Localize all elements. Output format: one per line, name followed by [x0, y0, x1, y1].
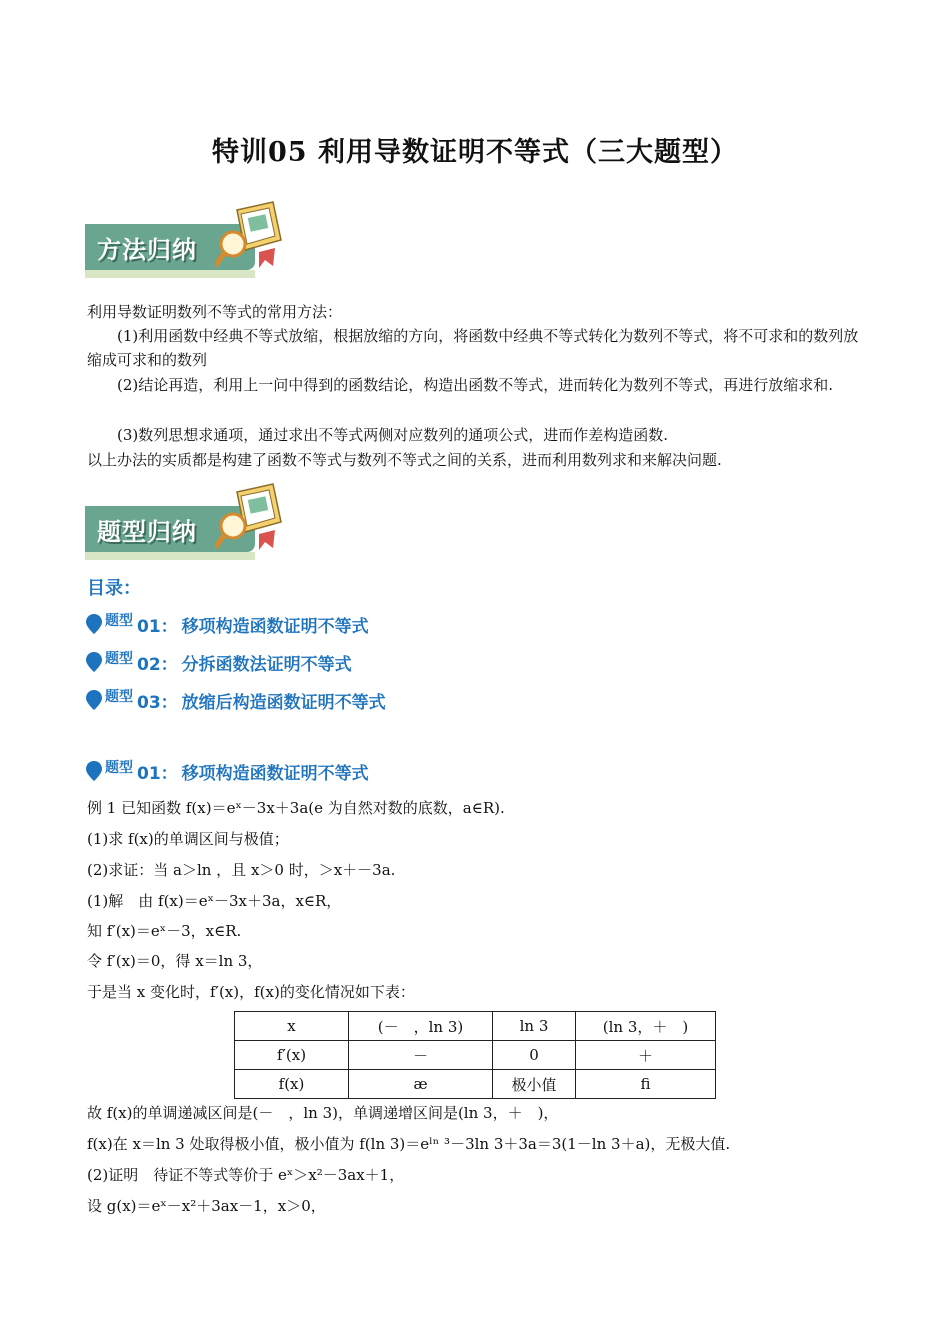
toc-tag: 题型 [105, 651, 133, 667]
table-cell: f(x) [235, 1070, 349, 1099]
table-cell: (－ ，ln 3) [349, 1012, 493, 1041]
table-cell: ＋ [576, 1041, 716, 1070]
method-summary: 以上办法的实质都是构建了函数不等式与数列不等式之间的关系，进而利用数列求和来解决问题. [87, 451, 722, 469]
toc-number: 03： [137, 692, 178, 713]
book-magnifier-icon [215, 482, 285, 560]
solution-line-3: 令 f′(x)＝0，得 x＝ln 3， [87, 952, 263, 970]
method-item-3: (3)数列思想求通项，通过求出不等式两侧对应数列的通项公式，进而作差构造函数. [117, 426, 669, 444]
toc-item-2[interactable] [85, 648, 352, 676]
section-tag: 题型 [105, 760, 133, 776]
table-cell: x [235, 1012, 349, 1041]
location-pin-icon [85, 651, 103, 673]
book-magnifier-icon [215, 200, 285, 278]
location-pin-icon [85, 689, 103, 711]
section-text: 移项构造函数证明不等式 [181, 763, 369, 784]
method-item-1: (1)利用函数中经典不等式放缩，根据放缩的方向，将函数中经典不等式转化为数列不等式，将不可求和的数列放缩成可求和的数列 [87, 327, 859, 369]
table-cell: 极小值 [493, 1070, 576, 1099]
table-cell: f′(x) [235, 1041, 349, 1070]
types-banner [85, 482, 285, 562]
table-cell: (ln 3，＋ ) [576, 1012, 716, 1041]
location-pin-icon [85, 760, 103, 782]
location-pin-icon [85, 613, 103, 635]
table-cell: ln 3 [493, 1012, 576, 1041]
table-cell: 0 [493, 1041, 576, 1070]
proof-line-2: 设 g(x)＝eˣ－x²＋3ax－1，x＞0， [87, 1197, 326, 1215]
toc-number: 01： [137, 616, 178, 637]
solution-line-5: 故 f(x)的单调递减区间是(－ ，ln 3)，单调递增区间是(ln 3，＋ )， [87, 1104, 559, 1122]
toc-text: 放缩后构造函数证明不等式 [181, 692, 386, 713]
table-cell: ﬁ [576, 1070, 716, 1099]
method-item-2: (2)结论再造，利用上一问中得到的函数结论，构造出函数不等式，进而转化为数列不等式，再进行放缩求和. [117, 376, 834, 394]
page-title: 特训05 利用导数证明不等式（三大题型） [212, 137, 738, 168]
variation-table [234, 1011, 716, 1099]
toc-heading: 目录： [87, 578, 141, 599]
method-intro: 利用导数证明数列不等式的常用方法： [87, 303, 343, 321]
toc-item-1[interactable] [85, 610, 369, 638]
toc-text: 分拆函数法证明不等式 [181, 654, 352, 675]
toc-number: 02： [137, 654, 178, 675]
toc-tag: 题型 [105, 613, 133, 629]
method-banner [85, 200, 285, 280]
question-2: (2)求证：当 a＞ln ，且 x＞0 时，＞x＋－3a. [87, 861, 396, 879]
section-number: 01： [137, 763, 178, 784]
table-row [235, 1012, 716, 1041]
solution-line-4: 于是当 x 变化时，f′(x)，f(x)的变化情况如下表： [87, 983, 415, 1001]
toc-item-3[interactable] [85, 686, 386, 714]
example-statement: 例 1 已知函数 f(x)＝eˣ－3x＋3a(e 为自然对数的底数，a∈R). [87, 799, 505, 817]
table-row [235, 1041, 716, 1070]
section-heading [85, 757, 369, 785]
table-row [235, 1070, 716, 1099]
table-cell: æ [349, 1070, 493, 1099]
toc-tag: 题型 [105, 689, 133, 705]
table-cell: － [349, 1041, 493, 1070]
solution-line-1: (1)解 由 f(x)＝eˣ－3x＋3a，x∈R， [87, 892, 342, 910]
method-banner-label: 方法归纳 [97, 236, 197, 264]
solution-line-6: f(x)在 x＝ln 3 处取得极小值，极小值为 f(ln 3)＝eˡⁿ ³－3ln 3＋3a＝3(1－ln 3＋a)，无极大值. [87, 1135, 731, 1153]
solution-line-2: 知 f′(x)＝eˣ－3，x∈R. [87, 922, 242, 940]
toc-text: 移项构造函数证明不等式 [181, 616, 369, 637]
proof-line-1: (2)证明 待证不等式等价于 eˣ＞x²－3ax＋1， [87, 1166, 405, 1184]
types-banner-label: 题型归纳 [97, 518, 197, 546]
question-1: (1)求 f(x)的单调区间与极值； [87, 830, 289, 848]
